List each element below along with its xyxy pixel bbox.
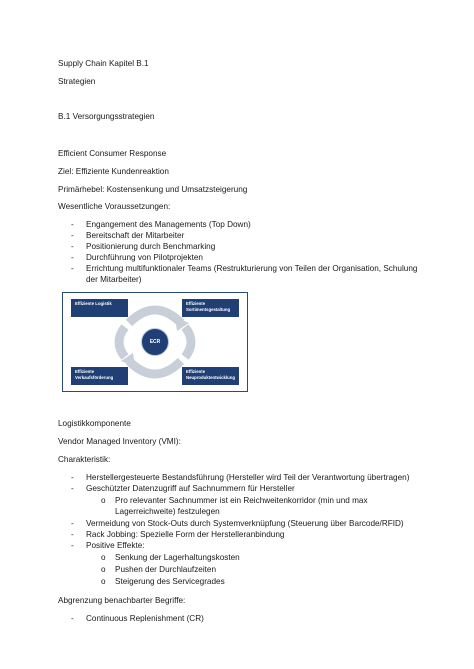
sub-list-item: Senkung der Lagerhaltungskosten [115, 553, 240, 562]
list-item: Errichtung multifunktionaler Teams (Restrukturierung von Teilen der Organisation, Schulung [86, 264, 418, 273]
box-effiziente-verkaufsfoerderung: Effiziente Verkaufsförderung [71, 367, 128, 385]
sub-list-item: Pushen der Durchlaufzeiten [115, 565, 217, 574]
bullet-circle: o [101, 565, 106, 574]
doc-title: Supply Chain Kapitel B.1 [58, 59, 149, 68]
charakteristik-label: Charakteristik: [58, 455, 111, 464]
list-item: Rack Jobbing: Spezielle Form der Herstelleranbindung [86, 530, 285, 539]
bullet-circle: o [101, 496, 106, 505]
list-item: Herstellergesteuerte Bestandsführung (Hersteller wird Teil der Verantwortung übertragen) [86, 473, 410, 482]
bullet-circle: o [101, 577, 106, 586]
bullet-dash: - [71, 484, 74, 493]
bullet-dash: - [71, 264, 74, 273]
sub-list-item: Pro relevanter Sachnummer ist ein Reichweitenkorridor (min und max [115, 496, 368, 505]
bullet-dash: - [71, 253, 74, 262]
ecr-diagram [62, 292, 248, 392]
list-item: Durchführung von Pilotprojekten [86, 253, 203, 262]
box-effiziente-sortimentsgestaltung: Effiziente Sortimentsgestaltung [182, 299, 239, 317]
list-item: Geschützter Datenzugriff auf Sachnummern für Hersteller [86, 484, 295, 493]
box-effiziente-neuproduktentwicklung: Effiziente Neuproduktentwicklung [182, 367, 239, 385]
bullet-circle: o [101, 553, 106, 562]
subsection-heading: B.1 Versorgungsstrategien [58, 112, 155, 121]
bullet-dash: - [71, 614, 74, 623]
list-item: Positive Effekte: [86, 541, 145, 550]
bullet-dash: - [71, 541, 74, 550]
list-item: Positionierung durch Benchmarking [86, 242, 216, 251]
sub-list-item-continuation: Lagerreichweite) festzulegen [115, 507, 220, 516]
ecr-heading: Efficient Consumer Response [58, 149, 167, 158]
list-item: Continuous Replenishment (CR) [86, 614, 204, 623]
bullet-dash: - [71, 473, 74, 482]
hebel-line: Primärhebel: Kostensenkung und Umsatzsteigerung [58, 185, 248, 194]
list-item: Bereitschaft der Mitarbeiter [86, 231, 185, 240]
list-item: Vermeidung von Stock-Outs durch Systemverknüpfung (Steuerung über Barcode/RFID) [86, 519, 404, 528]
ecr-center-circle: ECR [141, 328, 169, 356]
vmi-heading: Vendor Managed Inventory (VMI): [58, 437, 181, 446]
bullet-dash: - [71, 231, 74, 240]
list-item: Engangement des Managements (Top Down) [86, 220, 251, 229]
bullet-dash: - [71, 519, 74, 528]
list-item-continuation: der Mitarbeiter) [86, 275, 142, 284]
voraussetzungen-label: Wesentliche Voraussetzungen: [58, 202, 171, 211]
sub-list-item: Steigerung des Servicegrades [115, 577, 225, 586]
bullet-dash: - [71, 242, 74, 251]
ziel-line: Ziel: Effiziente Kundenreaktion [58, 167, 169, 176]
bullet-dash: - [71, 220, 74, 229]
abgrenzung-label: Abgrenzung benachbarter Begriffe: [58, 596, 186, 605]
logistik-heading: Logistikkomponente [58, 419, 131, 428]
section-heading: Strategien [58, 77, 96, 86]
bullet-dash: - [71, 530, 74, 539]
box-effiziente-logistik: Effiziente Logistik [71, 299, 128, 317]
